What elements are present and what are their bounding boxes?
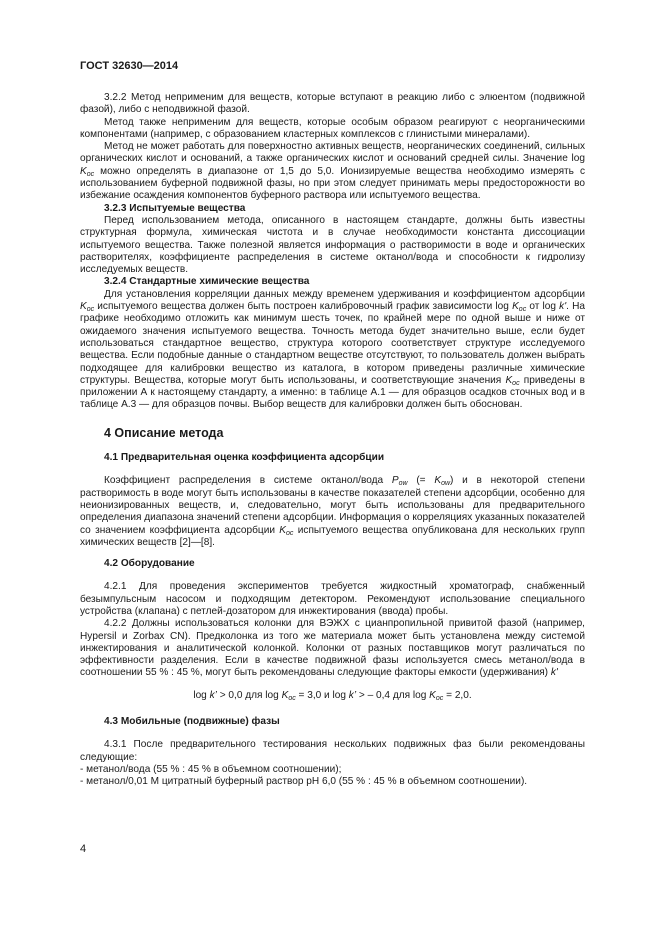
paragraph-4-3-1: 4.3.1 После предварительного тестирования нескольких подвижных фаз были рекомендованы следующие: xyxy=(80,739,585,763)
paragraph-4-2-1: 4.2.1 Для проведения экспериментов требуется жидкостный хроматограф, снабженный безымпульсным насосом и подходящим детектором. Рекомендуют использование специального устройства (клапана) с петлей-дозатором для инжектирования (ввода) пробы. xyxy=(80,581,585,617)
paragraph-3-2-2-b: Метод также неприменим для веществ, которые особым образом реагируют с неорганическими компонентами (например, с образованием кластерных комплексов с глинистыми минералами). xyxy=(80,116,585,140)
heading-4-1: 4.1 Предварительная оценка коэффициента адсорбции xyxy=(104,452,385,464)
list-item: - метанол/0,01 М цитратный буферный раствор рН 6,0 (55 % : 45 % в объемном соотношении). xyxy=(80,776,528,788)
page-body xyxy=(80,92,585,789)
paragraph-3-2-4: Для установления корреляции данных между временем удерживания и коэффициентом адсорбции $K_{oc}$ испытуемого вещества должен быть построен калибровочный график зависимости $\log K_{oc}$ от log k'. На графике необходимо отложить как минимум шесть точек, по крайней мере по одной выше и ниже от ожидаемого значения испытуемого вещества. Точность метода будет значительно выше, если будет использоваться стандартное вещество, структура которого соответствует структуре исследуемого вещества. Если подобные данные о стандартном веществе отсутствуют, то пользователь должен выбрать подходящее для калибровки вещество из каталога, в котором приведены различные химические структуры. Вещества, которые могут быть использованы, и соответствующие значения $K_{oc}$ приведены в приложении А к настоящему стандарту, а именно: в таблице А.1 — для образцов осадков сточных вод и в таблице А.3 — для образцов почвы. Выбор веществ для калибровки должен быть обоснован. xyxy=(80,288,586,411)
section-4-title: 4 Описание метода xyxy=(104,425,224,440)
paragraph-3-2-3: Перед использованием метода, описанного в настоящем стандарте, должны быть известны структурная формула, химическая чистота и в случае необходимости константа диссоциации испытуемого вещества. Также полезной является информация о растворимости в воде и органических растворителях, коэффициенте распределения в системе октанол/вода и способности к гидролизу исследуемых веществ. xyxy=(80,214,585,276)
paragraph-4-2-2: 4.2.2 Должны использоваться колонки для ВЭЖХ с цианпропильной привитой фазой (например, Hypersil и Zorbax CN). Предколонка из того же материала может быть установлена между системой инжектирования и аналитической колонкой. Колонки от разных поставщиков могут различаться по эффективности разделения. Если в качестве подвижной фазы используется смесь метанол/вода в соотношении 55 % : 45 %, могут быть рекомендованы следующие факторы емкости (удерживания) k' xyxy=(80,618,585,679)
paragraph-3-2-2-a: 3.2.2 Метод неприменим для веществ, которые вступают в реакцию либо с элюентом (подвижной фазой), либо с неподвижной фазой. xyxy=(80,92,585,116)
document-header: ГОСТ 32630—2014 xyxy=(80,60,179,72)
page-number: 4 xyxy=(80,843,87,855)
paragraph-4-1: Коэффициент распределения в системе октанол/вода $P_{ow}$ (= $K_{ow}$) и в некоторой степени растворимость в воде могут быть использованы в качестве показателей степени адсорбции, особенно для неионизированных веществ, и, следовательно, могут быть использованы для предварительного определения диапазона значений степени адсорбции. Информация о корреляциях указанных показателей со значением коэффициента адсорбции $K_{oc}$ испытуемого вещества опубликована для нескольких групп химических веществ [2]—[8]. xyxy=(80,475,585,548)
paragraph-3-2-2-c: Метод не может работать для поверхностно активных веществ, неорганических соединений, сильных органических кислот и оснований, а также органических кислот и оснований средней силы. Значение $\log K_{oc}$ можно определять в диапазоне от 1,5 до 5,0. Ионизируемые вещества необходимо измерять с использованием буферной подвижной фазы, но при этом следует принимать меры предосторожности во избежание осаждения компонентов буферного раствора или испытуемого вещества. xyxy=(80,141,585,202)
heading-4-2: 4.2 Оборудование xyxy=(104,558,195,570)
formula-capacity-factors: log k’ > 0,0 для $\log K_{oc} = 3,0$ и log k’ > – 0,4 для $\log K_{oc} = 2,0$. xyxy=(193,689,472,702)
list-item: - метанол/вода (55 % : 45 % в объемном соотношении); xyxy=(80,763,342,775)
heading-3-2-3: 3.2.3 Испытуемые вещества xyxy=(104,202,246,214)
heading-4-3: 4.3 Мобильные (подвижные) фазы xyxy=(104,716,280,728)
heading-3-2-4: 3.2.4 Стандартные химические вещества xyxy=(104,276,310,288)
